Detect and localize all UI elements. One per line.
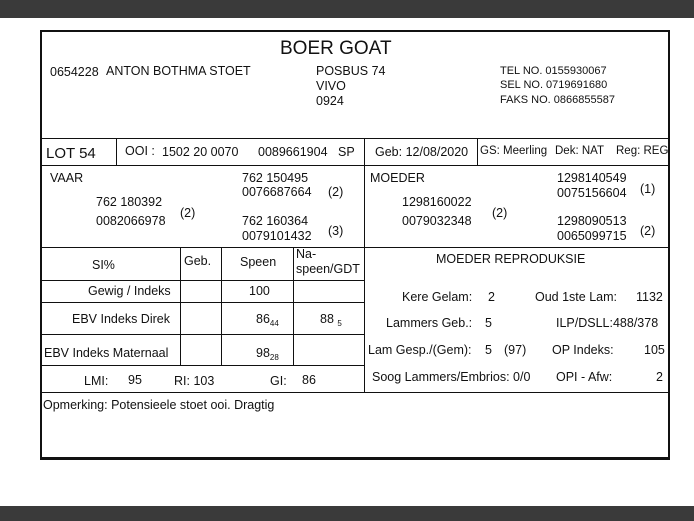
col-naspeen-header-1: Na- (296, 247, 317, 261)
address-line-3: 0924 (316, 94, 344, 108)
vaar-sire-code: (2) (328, 185, 344, 199)
moeder-line-2: 0079032348 (402, 214, 472, 228)
moeder-code: (2) (492, 206, 508, 220)
moeder-dam-code: (2) (640, 224, 656, 238)
oud-label: Oud 1ste Lam: (535, 290, 617, 304)
fax-number: FAKS NO. 0866855587 (500, 94, 615, 106)
lmi-value: 95 (128, 373, 142, 387)
divider (42, 280, 364, 281)
row-maternaal-speen: $98_{28}$ (256, 346, 279, 362)
moeder-sire-line-1: 1298140549 (557, 171, 627, 185)
breeder-id: 0654228 (50, 65, 99, 79)
col-naspeen-header-2: speen/GDT (296, 262, 360, 276)
divider (364, 138, 365, 165)
moeder-dam-line-2: 0065099715 (557, 229, 627, 243)
address-line-1: POSBUS 74 (316, 64, 386, 78)
birth-date: Geb: 12/08/2020 (375, 145, 469, 159)
address-line-2: VIVO (316, 79, 346, 93)
breeder-name: ANTON BOTHMA STOET (106, 64, 251, 78)
dek-value: Dek: NAT (555, 145, 604, 157)
divider (293, 247, 294, 365)
divider (42, 302, 364, 303)
opi-label: OPI - Afw: (556, 370, 613, 384)
lot-number: LOT 54 (46, 145, 96, 162)
top-bar (0, 0, 694, 18)
lamgesp-value: 5 (485, 343, 492, 357)
lmi-label: LMI: (84, 374, 109, 388)
divider (477, 138, 478, 165)
vaar-dam-line-2: 0079101432 (242, 229, 312, 243)
row-maternaal-label: EBV Indeks Maternaal (44, 346, 169, 360)
col-speen-header: Speen (240, 255, 277, 269)
divider (221, 247, 222, 365)
ri-value: RI: 103 (174, 374, 215, 388)
gs-value: GS: Meerling (480, 145, 548, 157)
row-direk-naspeen: 88 $_5$ (320, 312, 342, 328)
oud-value: 1132 (636, 290, 663, 304)
op-label: OP Indeks: (552, 343, 614, 357)
lammers-label: Lammers Geb.: (386, 316, 473, 330)
ooi-sp: SP (338, 145, 355, 159)
lot-card (40, 30, 670, 460)
lamgesp-gem: (97) (504, 343, 527, 357)
moeder-line-1: 1298160022 (402, 195, 472, 209)
vaar-line-1: 762 180392 (96, 195, 163, 209)
moeder-sire-code: (1) (640, 182, 656, 196)
sel-number: SEL NO. 0719691680 (500, 79, 608, 91)
ooi-number: 1502 20 0070 (162, 145, 239, 159)
vaar-sire-line-1: 762 150495 (242, 171, 309, 185)
vaar-dam-line-1: 762 160364 (242, 214, 309, 228)
kere-label: Kere Gelam: (402, 290, 473, 304)
divider (42, 247, 668, 248)
soog-value: Soog Lammers/Embrios: 0/0 (372, 370, 531, 384)
gi-value: 86 (302, 373, 316, 387)
vaar-line-2: 0082066978 (96, 214, 166, 228)
moeder-sire-line-2: 0075156604 (557, 186, 627, 200)
op-value: 105 (644, 343, 665, 357)
ooi-label: OOI : (125, 144, 155, 158)
opi-value: 2 (656, 370, 663, 384)
row-gewig-speen: 100 (249, 284, 270, 298)
divider (42, 165, 668, 166)
vaar-code: (2) (180, 206, 196, 220)
row-gewig-label: Gewig / Indeks (88, 284, 171, 298)
lamgesp-label: Lam Gesp./(Gem): (368, 343, 472, 357)
bottom-bar (0, 506, 694, 521)
divider (42, 138, 668, 139)
tel-number: TEL NO. 0155930067 (500, 65, 607, 77)
divider (180, 247, 181, 365)
col-si-header: SI% (92, 258, 115, 272)
gi-label: GI: (270, 374, 287, 388)
vaar-dam-code: (3) (328, 224, 344, 238)
row-direk-speen: $86_{44}$ (256, 312, 279, 328)
divider (116, 138, 117, 165)
moeder-label: MOEDER (370, 171, 425, 185)
lammers-value: 5 (485, 316, 492, 330)
moeder-dam-line-1: 1298090513 (557, 214, 627, 228)
remarks: Opmerking: Potensieele stoet ooi. Dragtig (43, 398, 275, 412)
ooi-reg-number: 0089661904 (258, 145, 328, 159)
row-direk-label: EBV Indeks Direk (72, 312, 170, 326)
card-title: BOER GOAT (280, 38, 392, 59)
vaar-label: VAAR (50, 171, 84, 185)
reproduction-title: MOEDER REPRODUKSIE (436, 252, 586, 266)
divider (42, 365, 364, 366)
divider (42, 392, 668, 393)
kere-value: 2 (488, 290, 495, 304)
col-geb-header: Geb. (184, 254, 212, 268)
divider (364, 165, 365, 392)
vaar-sire-line-2: 0076687664 (242, 185, 312, 199)
reg-value: Reg: REG (616, 145, 669, 157)
ilp-dsll: ILP/DSLL:488/378 (556, 316, 659, 330)
divider (42, 334, 364, 335)
